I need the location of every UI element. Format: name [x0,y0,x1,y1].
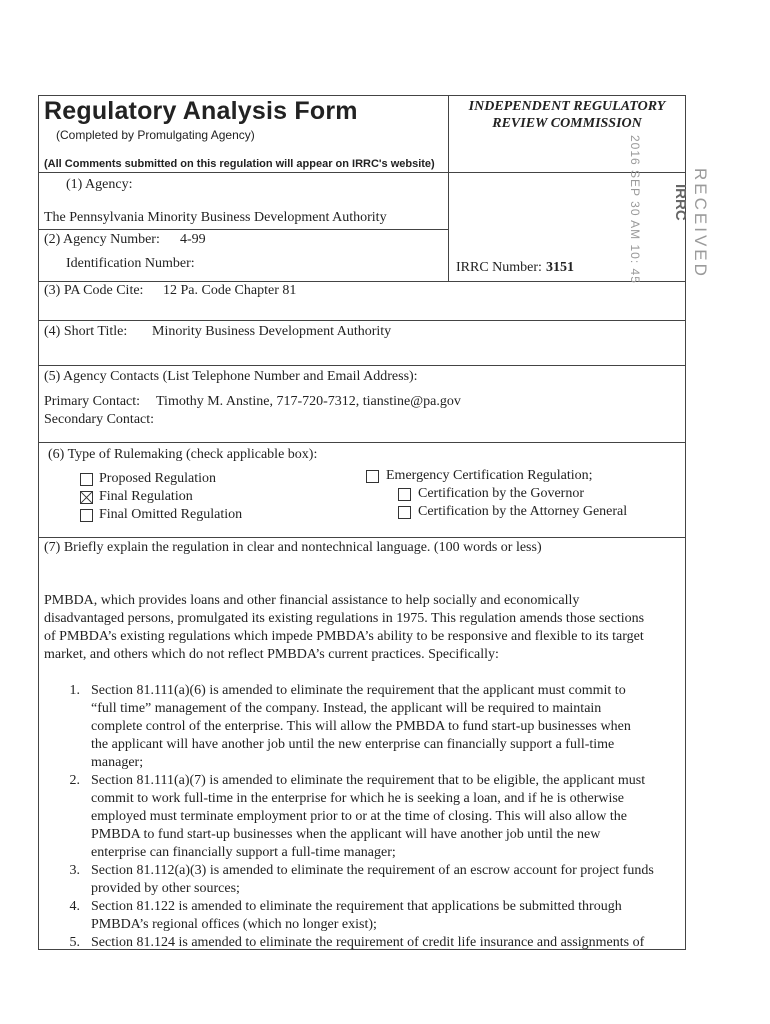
explanation-intro [44,592,684,664]
cert-governor-checkbox[interactable] [398,488,411,501]
irrc-number-label: IRRC Number: [456,260,542,275]
list-item [91,862,691,898]
final-omitted-checkbox[interactable] [80,509,93,522]
final-checkbox[interactable] [80,491,93,504]
short-title-value: Minority Business Development Authority [152,324,392,339]
explanation-label: (7) Briefly explain the regulation in clear and nontechnical language. (100 words or less) [44,540,542,555]
list-line: commit to work full-time in the enterprise for which he is seeking a loan, and if he is otherwise [91,791,625,806]
agency-number-value: 4-99 [180,232,206,247]
contacts-label: (5) Agency Contacts (List Telephone Number and Email Address): [44,369,418,384]
list-number: 4. [69,899,80,914]
list-line: Section 81.124 is amended to eliminate the requirement of credit life insurance and assignments of [91,935,645,950]
comments-note: (All Comments submitted on this regulation will appear on IRRC's website) [44,158,435,170]
list-line: Section 81.111(a)(7) is amended to eliminate the requirement that to be eligible, the applicant must [91,773,646,788]
list-item [91,772,691,862]
rulemaking-label: (6) Type of Rulemaking (check applicable box): [48,447,318,462]
proposed-checkbox[interactable] [80,473,93,486]
list-item [91,898,691,934]
list-item [91,934,691,952]
secondary-contact-label: Secondary Contact: [44,412,155,427]
cert-governor-label: Certification by the Governor [418,486,585,501]
list-line: Section 81.111(a)(6) is amended to eliminate the requirement that the applicant must commit to [91,683,626,698]
identification-label: Identification Number: [66,256,195,271]
cert-ag-checkbox[interactable] [398,506,411,519]
list-number: 2. [69,773,80,788]
primary-contact-value: Timothy M. Anstine, 717-720-7312, tianstine@pa.gov [156,394,461,409]
irrc-header [450,98,684,132]
intro-line: market, and others which do not reflect PMBDA’s current practices. Specifically: [44,647,499,662]
list-line: PMBDA’s regional offices (which no longer exist); [91,917,377,932]
form-title: Regulatory Analysis Form [44,97,358,125]
agency-number-label: (2) Agency Number: [44,232,160,247]
agency-value: The Pennsylvania Minority Business Development Authority [44,210,387,225]
emergency-checkbox[interactable] [366,470,379,483]
list-item [91,682,691,772]
list-number: 5. [69,935,80,950]
short-title-label: (4) Short Title: [44,324,128,339]
list-number: 3. [69,863,80,878]
list-line: Section 81.122 is amended to eliminate the requirement that applications be submitted through [91,899,622,914]
primary-contact-label: Primary Contact: [44,394,141,409]
list-line: the applicant will have another job until the new enterprise can financially support a full-time [91,737,615,752]
intro-line: of PMBDA’s existing regulations which impede PMBDA’s ability to be responsive and flexible to its target [44,629,644,644]
list-number: 1. [69,683,80,698]
list-line: provided by other sources; [91,881,240,896]
list-line: employed must terminate employment prior to or at the time of closing. This will also allow the [91,809,627,824]
intro-line: PMBDA, which provides loans and other financial assistance to help socially and economically [44,593,580,608]
irrc-number-value: 3151 [546,260,574,275]
list-line: Section 81.112(a)(3) is amended to eliminate the requirement of an escrow account for project funds [91,863,654,878]
irrc-stamp: IRRC [672,184,689,221]
emergency-label: Emergency Certification Regulation; [386,468,593,483]
list-line: enterprise can financially support a full-time manager; [91,845,396,860]
irrc-header-line1: INDEPENDENT REGULATORY [468,99,666,114]
received-stamp: RECEIVED [691,168,710,279]
proposed-label: Proposed Regulation [99,471,217,486]
date-stamp: 2016 SEP 30 AM 10: 45 [628,135,642,284]
cert-ag-label: Certification by the Attorney General [418,504,628,519]
list-line: PMBDA to fund start-up businesses when the applicant will have another job until the new [91,827,601,842]
form-subtitle: (Completed by Promulgating Agency) [56,128,255,142]
final-label: Final Regulation [99,489,193,504]
intro-line: disadvantaged persons, promulgated its existing regulations in 1975. This regulation amends those sections [44,611,645,626]
list-line: manager; [91,755,144,770]
pa-code-value: 12 Pa. Code Chapter 81 [163,283,297,298]
list-line: complete control of the enterprise. This will allow the PMBDA to fund start-up businesses when [91,719,631,734]
agency-label: (1) Agency: [66,177,133,192]
pa-code-label: (3) PA Code Cite: [44,283,144,298]
final-omitted-label: Final Omitted Regulation [99,507,243,522]
list-line: “full time” management of the company. Instead, the applicant will be required to maintain [91,701,602,716]
irrc-header-line2: REVIEW COMMISSION [492,116,642,131]
